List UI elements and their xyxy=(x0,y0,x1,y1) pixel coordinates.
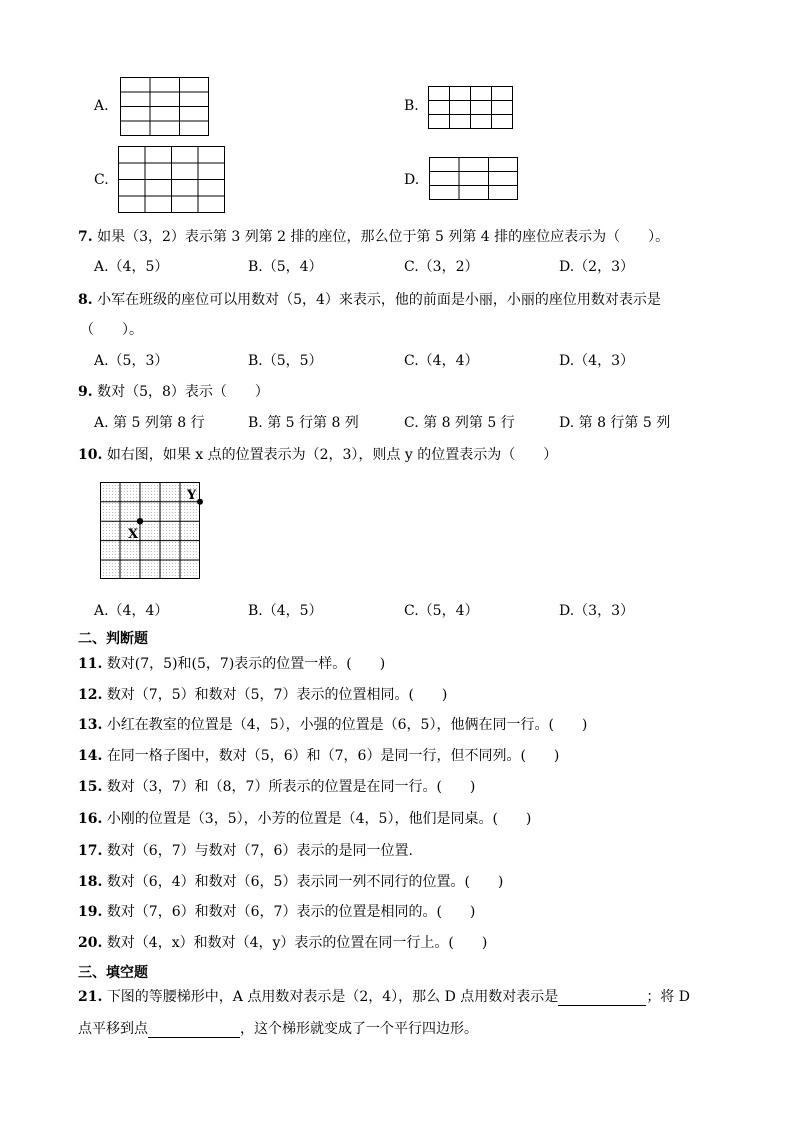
question-text: 数对（3，7）和（8，7）所表示的位置是在同一行。( ) xyxy=(106,779,476,795)
question-12 xyxy=(78,686,447,704)
q6-option-c-label: C. xyxy=(94,172,109,188)
question-13 xyxy=(78,716,587,734)
question-number: 20. xyxy=(78,935,103,951)
q10-option-c[interactable]: C.（5，4） xyxy=(404,603,479,619)
question-text: 数对（7，6）和数对（6，7）表示的位置是相同的。( ) xyxy=(106,904,476,920)
question-9 xyxy=(78,383,269,401)
point-y-label: Y xyxy=(187,488,197,503)
q8-option-c[interactable]: C.（4，4） xyxy=(404,353,479,369)
question-number: 12. xyxy=(78,687,103,703)
question-text: 小刚的位置是（3，5），小芳的位置是（4，5），他们是同桌。( ) xyxy=(106,811,532,827)
question-19 xyxy=(78,903,475,921)
q6-option-c-grid xyxy=(118,146,226,214)
question-text-cont: ，这个梯形就变成了一个平行四边形。 xyxy=(240,1021,478,1037)
question-number: 15. xyxy=(78,779,103,795)
q6-option-d-grid xyxy=(429,157,519,201)
question-text: 小红在教室的位置是（4，5），小强的位置是（6，5），他俩在同一行。( ) xyxy=(106,717,588,733)
q8-option-d[interactable]: D.（4，3） xyxy=(559,353,634,369)
section-heading-fill-in: 三、填空题 xyxy=(78,965,148,981)
question-number: 16. xyxy=(78,811,103,827)
q9-option-d[interactable]: D. 第 8 行第 5 列 xyxy=(559,415,671,431)
question-20 xyxy=(78,934,487,952)
q10-option-a[interactable]: A.（4，4） xyxy=(94,603,169,619)
question-14 xyxy=(78,747,559,765)
question-18 xyxy=(78,873,503,891)
question-text: 如右图，如果 x 点的位置表示为（2，3），则点 y 的位置表示为（ ） xyxy=(106,447,558,463)
question-text: 在同一格子图中，数对（5，6）和（7，6）是同一行，但不同列。( ) xyxy=(106,748,560,764)
question-17 xyxy=(78,842,413,860)
q10-option-d[interactable]: D.（3，3） xyxy=(559,603,634,619)
question-number: 8. xyxy=(78,292,93,308)
question-21-line2 xyxy=(78,1020,478,1038)
question-15 xyxy=(78,778,475,796)
question-number: 9. xyxy=(78,384,93,400)
question-16 xyxy=(78,810,531,828)
question-text: 数对（6，7）与数对（7，6）表示的是同一位置. xyxy=(106,843,413,859)
question-text-cont: ；将 D xyxy=(646,989,690,1005)
question-number: 19. xyxy=(78,904,103,920)
q6-option-b-grid xyxy=(428,86,514,130)
question-number: 18. xyxy=(78,874,103,890)
q6-option-a-grid xyxy=(120,77,210,137)
question-11 xyxy=(78,655,385,673)
point-x xyxy=(137,518,143,524)
answer-blank-d-point[interactable] xyxy=(558,991,646,1006)
question-number: 11. xyxy=(78,656,103,672)
question-text: 数对（6，4）和数对（6，5）表示同一列不同行的位置。( ) xyxy=(106,874,504,890)
q10-grid-figure xyxy=(100,482,210,582)
question-text: 如果（3，2）表示第 3 列第 2 排的座位，那么位于第 5 列第 4 排的座位应表示为（ ）。 xyxy=(97,229,670,245)
question-8-continuation: （ ）。 xyxy=(80,322,143,338)
q9-option-a[interactable]: A. 第 5 列第 8 行 xyxy=(94,415,205,431)
q7-option-c[interactable]: C.（3，2） xyxy=(404,259,479,275)
question-number: 17. xyxy=(78,843,103,859)
question-10 xyxy=(78,446,557,464)
q6-option-b-label: B. xyxy=(404,98,419,114)
q10-option-b[interactable]: B.（4，5） xyxy=(248,603,323,619)
question-number: 10. xyxy=(78,447,103,463)
question-number: 13. xyxy=(78,717,103,733)
question-7 xyxy=(78,228,669,246)
point-x-label: X xyxy=(128,527,139,542)
q8-option-a[interactable]: A.（5，3） xyxy=(94,353,169,369)
q8-option-b[interactable]: B.（5，5） xyxy=(248,353,323,369)
q7-option-b[interactable]: B.（5，4） xyxy=(248,259,323,275)
answer-blank-translate-point[interactable] xyxy=(148,1023,240,1038)
question-text: 数对(7，5)和(5，7)表示的位置一样。( ) xyxy=(106,656,386,672)
question-number: 7. xyxy=(78,229,93,245)
q9-option-c[interactable]: C. 第 8 列第 5 行 xyxy=(404,415,515,431)
point-y xyxy=(197,499,203,505)
q6-option-d-label: D. xyxy=(404,172,420,188)
question-21 xyxy=(78,988,690,1006)
question-8 xyxy=(78,291,661,309)
question-text: 数对（5，8）表示（ ） xyxy=(97,384,269,400)
q6-option-a-label: A. xyxy=(94,98,109,114)
section-heading-judgement: 二、判断题 xyxy=(78,631,148,647)
question-text: 数对（7，5）和数对（5，7）表示的位置相同。( ) xyxy=(106,687,448,703)
question-text: 下图的等腰梯形中，A 点用数对表示是（2，4），那么 D 点用数对表示是 xyxy=(106,989,559,1005)
q9-option-b[interactable]: B. 第 5 行第 8 列 xyxy=(248,415,359,431)
question-number: 14. xyxy=(78,748,103,764)
q7-option-d[interactable]: D.（2，3） xyxy=(559,259,634,275)
question-text: 点平移到点 xyxy=(78,1021,148,1037)
question-text: 数对（4，x）和数对（4，y）表示的位置在同一行上。( ) xyxy=(106,935,488,951)
question-text: 小军在班级的座位可以用数对（5，4）来表示，他的前面是小丽，小丽的座位用数对表示是 xyxy=(97,292,661,308)
q7-option-a[interactable]: A.（4，5） xyxy=(94,259,169,275)
question-number: 21. xyxy=(78,989,103,1005)
